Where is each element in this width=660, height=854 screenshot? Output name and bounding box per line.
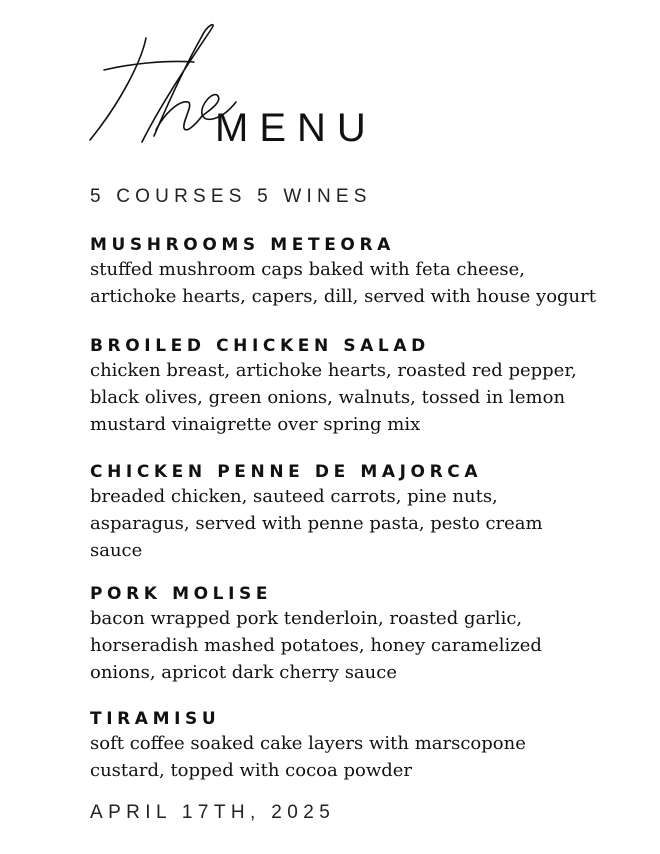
description-line: asparagus, served with penne pasta, pesto cream [90, 513, 543, 534]
description-line: onions, apricot dark cherry sauce [90, 662, 397, 683]
course-name: BROILED CHICKEN SALAD [90, 336, 430, 356]
course-description [90, 483, 650, 564]
course-item [90, 461, 650, 564]
description-line: bacon wrapped pork tenderloin, roasted garlic, [90, 608, 523, 629]
description-line: chicken breast, artichoke hearts, roasted red pepper, [90, 360, 577, 381]
course-description [90, 256, 650, 310]
description-line: sauce [90, 540, 143, 561]
course-item [90, 335, 650, 438]
course-item [90, 583, 650, 686]
course-name: TIRAMISU [90, 709, 221, 729]
description-line: stuffed mushroom caps baked with feta cheese, [90, 259, 525, 280]
course-description [90, 357, 650, 438]
description-line: mustard vinaigrette over spring mix [90, 414, 421, 435]
course-description [90, 730, 650, 784]
description-line: horseradish mashed potatoes, honey caramelized [90, 635, 542, 656]
course-item [90, 708, 650, 784]
menu-title: MENU [215, 106, 377, 150]
course-name: CHICKEN PENNE DE MAJORCA [90, 462, 483, 482]
description-line: breaded chicken, sauteed carrots, pine nuts, [90, 486, 498, 507]
courses-wines-subtitle: 5 COURSES 5 WINES [90, 186, 372, 207]
course-name: MUSHROOMS METEORA [90, 235, 395, 255]
event-date: APRIL 17TH, 2025 [90, 802, 336, 823]
description-line: artichoke hearts, capers, dill, served with house yogurt [90, 286, 596, 307]
description-line: black olives, green onions, walnuts, tossed in lemon [90, 387, 566, 408]
course-description [90, 605, 650, 686]
course-name: PORK MOLISE [90, 584, 273, 604]
description-line: custard, topped with cocoa powder [90, 760, 413, 781]
course-item [90, 234, 650, 310]
description-line: soft coffee soaked cake layers with marscopone [90, 733, 526, 754]
